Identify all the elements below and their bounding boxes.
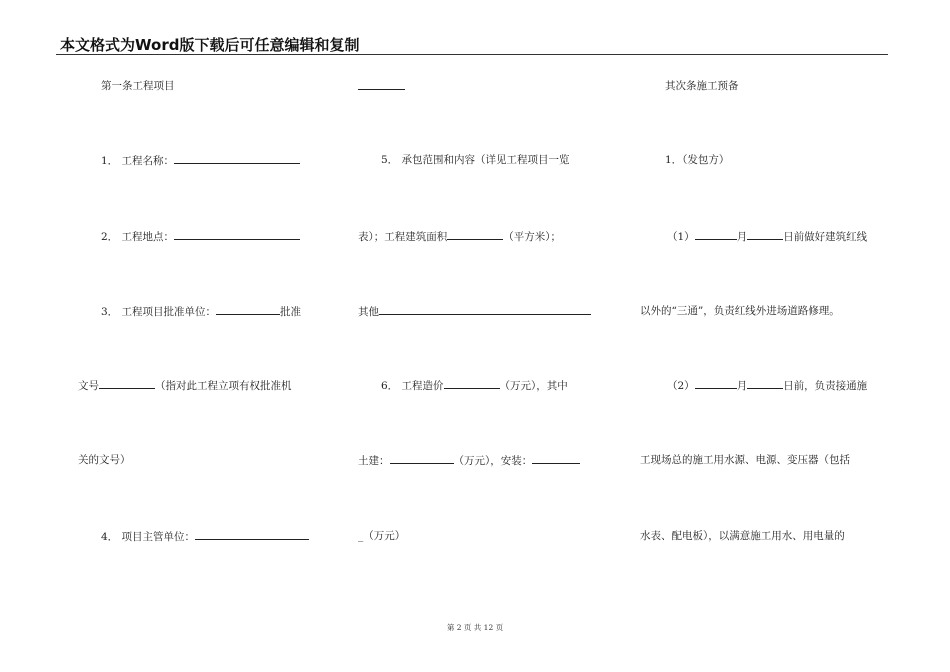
article-1-heading: 第一条工程项目 <box>101 80 175 92</box>
supervising-unit-blank <box>195 529 309 540</box>
project-name-label: 1． 工程名称： <box>101 155 175 167</box>
employer-heading: 1．（发包方） <box>665 154 730 166</box>
supervising-unit-line <box>101 529 309 544</box>
approval-unit-label: 3． 工程项目批准单位： <box>101 306 217 318</box>
article-2-heading: 其次条施工预备 <box>665 80 739 92</box>
month-label-2: 月 <box>736 380 748 392</box>
utilities-text: 日前，负责接通施 <box>783 380 868 392</box>
project-cost-unit: （万元），其中 <box>499 380 568 392</box>
civil-install-line <box>358 453 580 468</box>
floor-area-blank <box>447 229 503 240</box>
scope-line: 5． 承包范围和内容（详见工程项目一览 <box>381 154 570 166</box>
month-blank-2 <box>695 378 737 389</box>
item-1-label: （1） <box>667 231 695 243</box>
approval-suffix: 批准 <box>280 306 302 318</box>
other-line <box>358 304 591 319</box>
other-label: 其他 <box>358 306 379 318</box>
civil-label: 土建： <box>358 455 390 467</box>
day-blank-1 <box>747 229 783 240</box>
three-connections-line: 以外的“三通”，负责红线外进场道路修理。 <box>640 305 840 317</box>
month-label-1: 月 <box>736 231 748 243</box>
header-divider <box>56 54 888 55</box>
approval-unit-line <box>101 304 301 319</box>
install-label: （万元），安装： <box>453 455 533 467</box>
civil-blank <box>390 453 454 464</box>
project-cost-label: 6． 工程造价 <box>381 380 444 392</box>
project-cost-line <box>381 378 568 393</box>
project-location-blank <box>174 229 300 240</box>
utilities-line <box>667 378 867 393</box>
supervising-unit-label: 4． 项目主管单位： <box>101 531 196 543</box>
document-header-title: 本文格式为Word版下载后可任意编辑和复制 <box>60 36 360 54</box>
project-name-line <box>101 153 300 168</box>
project-cost-blank <box>444 378 500 389</box>
approval-unit-blank <box>216 304 280 315</box>
document-number-label: 文号 <box>78 380 99 392</box>
red-line-text: 日前做好建筑红线 <box>783 231 868 243</box>
col2-top-blank <box>358 79 405 90</box>
project-name-blank <box>174 153 300 164</box>
day-blank-2 <box>747 378 783 389</box>
floor-area-label: 表）；工程建筑面积 <box>358 231 448 243</box>
project-location-label: 2． 工程地点： <box>101 231 175 243</box>
project-location-line <box>101 229 300 244</box>
page-number-footer: 第 2 页 共 12 页 <box>446 623 504 632</box>
document-number-note: （指对此工程立项有权批准机 <box>155 380 292 392</box>
floor-area-line <box>358 229 561 244</box>
meter-line: 水表、配电板），以满意施工用水、用电量的 <box>640 530 845 542</box>
month-blank-1 <box>695 229 737 240</box>
other-blank <box>379 304 591 315</box>
document-number-blank <box>99 378 155 389</box>
document-number-line <box>78 378 292 393</box>
red-line-line <box>667 229 867 244</box>
install-unit-line: _（万元） <box>358 530 406 542</box>
water-power-line: 工现场总的施工用水源、电源、变压器（包括 <box>640 454 850 466</box>
col2-top-line <box>358 79 405 94</box>
document-number-note-cont: 关的文号） <box>78 454 131 466</box>
item-2-label: （2） <box>667 380 695 392</box>
floor-area-unit: （平方米）； <box>503 231 561 243</box>
install-blank <box>532 453 580 464</box>
